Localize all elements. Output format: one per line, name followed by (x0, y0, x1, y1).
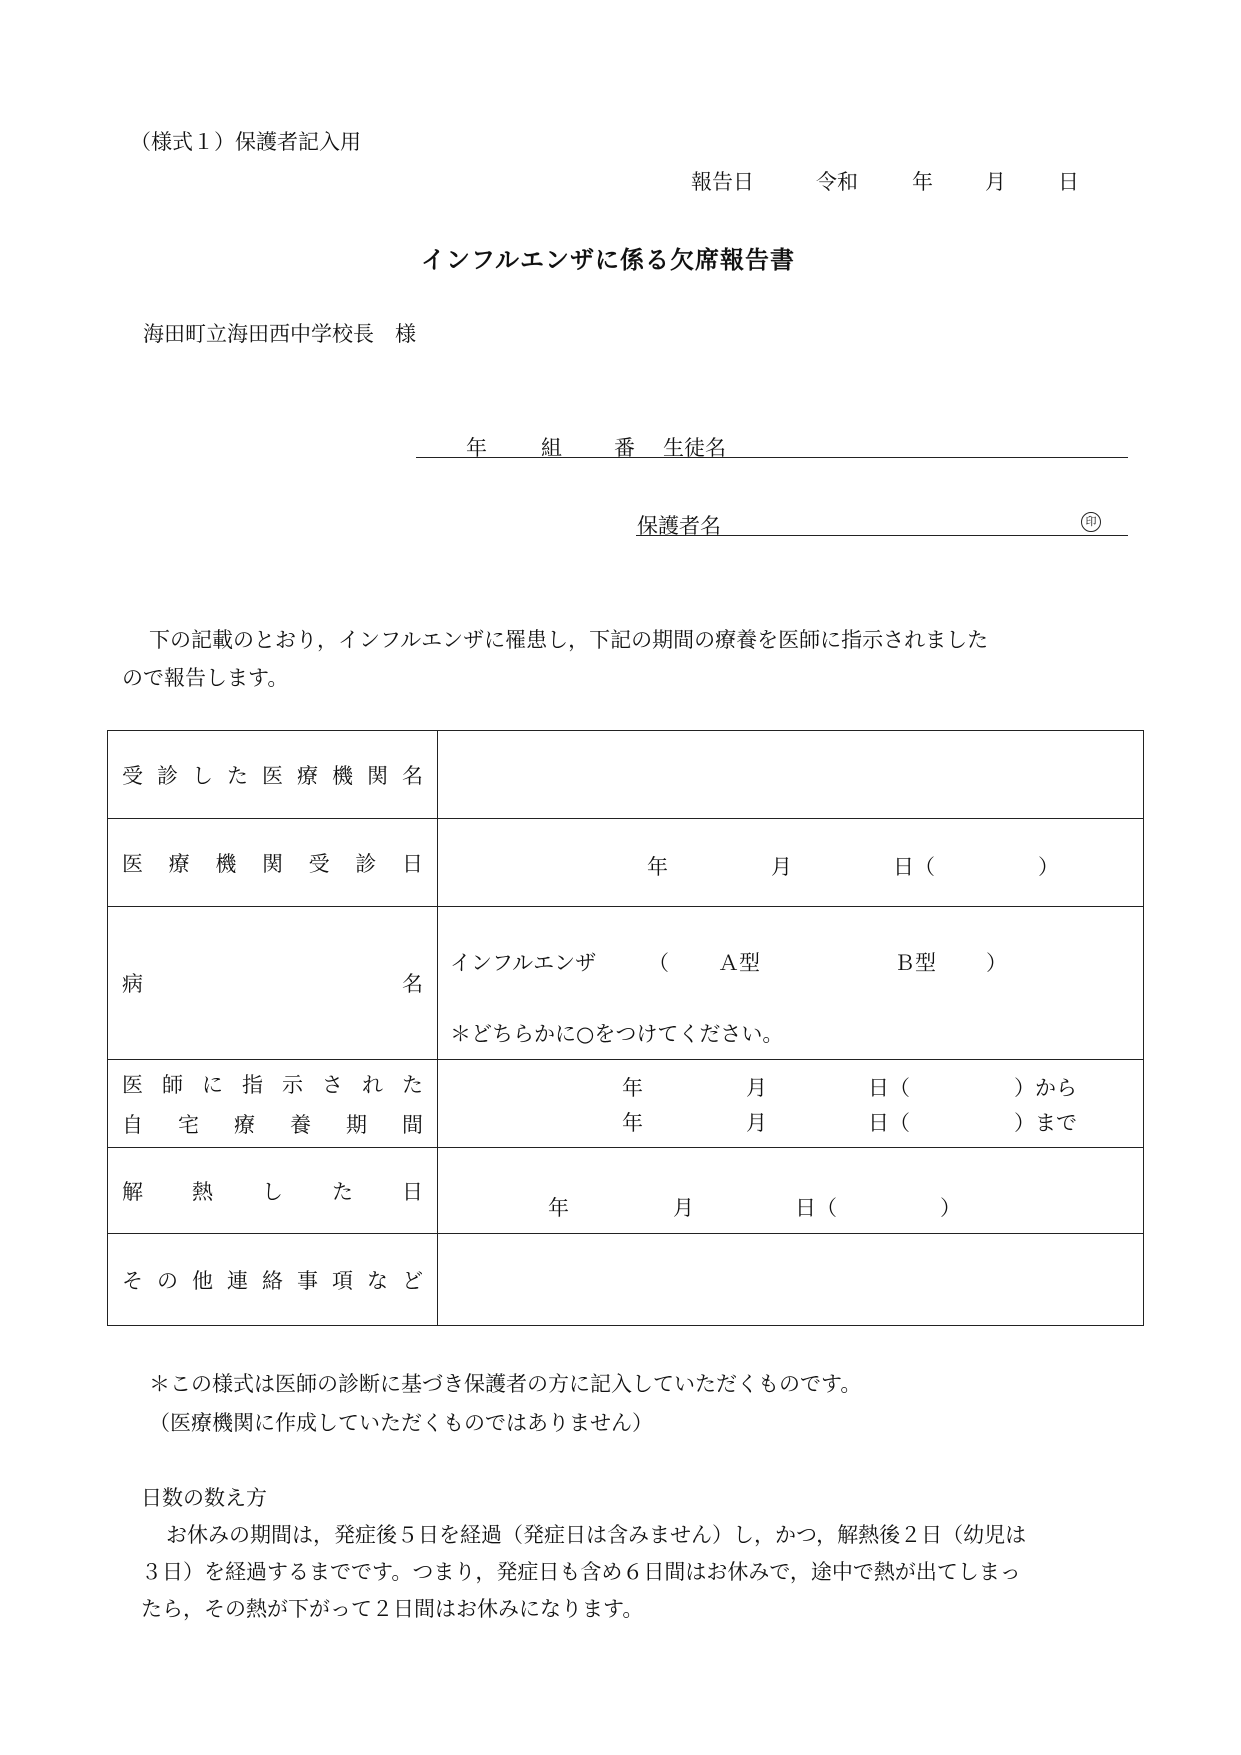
student-year-label: 年 (466, 436, 487, 460)
other-input[interactable] (438, 1234, 1144, 1326)
other-label-char: そ (122, 1268, 143, 1293)
rest-period-label-line2-char: 間 (402, 1112, 423, 1137)
other-label-char: 絡 (262, 1268, 283, 1293)
rest-period-label-line1-char: 示 (282, 1072, 303, 1097)
institution-label-char: 受 (122, 763, 143, 788)
institution-label (108, 760, 437, 790)
other-label-char: 連 (227, 1268, 248, 1293)
rest-until-suffix: ）まで (1014, 1111, 1077, 1135)
counting-line-1: お休みの期間は，発症後５日を経過（発症日は含みません）し，かつ，解熱後２日（幼児は (166, 1523, 1027, 1547)
disease-open: （ (648, 951, 669, 975)
rest-period-label-line1-char: さ (322, 1072, 343, 1097)
row-institution (108, 731, 1144, 819)
fever-end-label-char: 熱 (192, 1179, 213, 1204)
institution-label-char: 療 (297, 763, 318, 788)
rest-until-year: 年 (622, 1111, 643, 1135)
student-name-label: 生徒名 (663, 436, 726, 460)
other-label-char: 他 (192, 1268, 213, 1293)
other-label-char: ど (402, 1268, 423, 1293)
rest-period-label-line1-char: た (402, 1072, 423, 1097)
row-rest-period (108, 1060, 1144, 1148)
report-date-year: 年 (912, 170, 933, 194)
institution-label-char: 名 (402, 763, 423, 788)
note-line-2: （医療機関に作成していただくものではありません） (149, 1411, 653, 1435)
rest-period-label-line1-char: 医 (122, 1072, 143, 1097)
guardian-name-label: 保護者名 (637, 514, 721, 538)
intro-line-2: ので報告します。 (122, 666, 289, 690)
rest-from-suffix: ）から (1014, 1076, 1077, 1100)
visit-date-label-char: 機 (215, 851, 237, 876)
rest-period-label-line2 (122, 1109, 423, 1139)
rest-until-day: 日（ (868, 1111, 910, 1135)
note-line-1: ＊この様式は医師の診断に基づき保護者の方に記入していただくものです。 (149, 1372, 862, 1396)
page-title: インフルエンザに係る欠席報告書 (421, 245, 796, 274)
institution-input[interactable] (438, 731, 1144, 819)
disease-close: ） (986, 951, 1007, 975)
visit-close: ） (1038, 855, 1059, 879)
rest-until-month: 月 (746, 1111, 767, 1135)
rest-period-label-line2-char: 療 (234, 1112, 255, 1137)
rest-period-label-line2-char: 期 (346, 1112, 367, 1137)
visit-day: 日（ (893, 855, 935, 879)
institution-label-char: 診 (157, 763, 178, 788)
report-date-month: 月 (985, 170, 1006, 194)
disease-note: ＊どちらかに○をつけてください。 (450, 1022, 784, 1046)
student-number-label: 番 (614, 436, 635, 460)
form-id: （様式１）保護者記入用 (130, 130, 361, 154)
disease-input[interactable] (438, 907, 1144, 1060)
visit-date-label-char: 医 (122, 851, 143, 876)
row-visit-date (108, 819, 1144, 907)
rest-period-label-line1-char: れ (362, 1072, 383, 1097)
fever-year: 年 (548, 1196, 569, 1220)
visit-date-label-char: 受 (308, 851, 330, 876)
rest-period-label-cell (108, 1060, 438, 1148)
visit-year: 年 (647, 855, 668, 879)
seal-icon: 印 (1081, 512, 1101, 532)
institution-label-char: た (227, 763, 248, 788)
report-table (107, 730, 1144, 1326)
rest-period-label-line1-char: 指 (242, 1072, 263, 1097)
student-class-label: 組 (541, 436, 562, 460)
fever-end-label-char: し (262, 1179, 283, 1204)
institution-label-char: 医 (262, 763, 283, 788)
type-b-option[interactable]: Ｂ型 (894, 951, 936, 975)
counting-heading: 日数の数え方 (141, 1486, 267, 1510)
report-date-label: 報告日 (691, 170, 754, 194)
fever-end-label-char: た (332, 1179, 353, 1204)
rest-period-input[interactable] (438, 1060, 1144, 1148)
fever-end-input[interactable] (438, 1148, 1144, 1234)
counting-line-3: たら，その熱が下がって２日間はお休みになります。 (141, 1597, 644, 1621)
visit-date-label-char: 療 (168, 851, 190, 876)
visit-date-label-char: 日 (401, 851, 423, 876)
intro-line-1: 下の記載のとおり，インフルエンザに罹患し，下記の期間の療養を医師に指示されました (149, 628, 989, 652)
guardian-underline (636, 535, 1128, 536)
institution-label-char: 関 (367, 763, 388, 788)
visit-month: 月 (771, 855, 792, 879)
institution-label-char: し (192, 763, 213, 788)
other-label-char: 項 (332, 1268, 353, 1293)
other-label-char: な (367, 1268, 388, 1293)
rest-from-day: 日（ (868, 1076, 910, 1100)
visit-date-input[interactable] (438, 819, 1144, 907)
visit-date-label (108, 848, 437, 878)
rest-period-label-line1-char: 師 (162, 1072, 183, 1097)
disease-label-cell (108, 907, 438, 1060)
rest-from-year: 年 (622, 1076, 643, 1100)
rest-period-label-line1 (122, 1069, 423, 1099)
student-underline (416, 457, 1128, 458)
other-label-char: 事 (297, 1268, 318, 1293)
rest-from-month: 月 (746, 1076, 767, 1100)
other-label (108, 1265, 437, 1295)
fever-end-label-char: 日 (402, 1179, 423, 1204)
row-other (108, 1234, 1144, 1326)
visit-date-label-cell (108, 819, 438, 907)
fever-day: 日（ (795, 1196, 837, 1220)
disease-label-left: 病 (122, 972, 143, 996)
disease-name: インフルエンザ (450, 951, 597, 975)
other-label-char: の (157, 1268, 178, 1293)
fever-end-label (108, 1176, 437, 1206)
type-a-option[interactable]: Ａ型 (718, 951, 760, 975)
rest-period-label-line2-char: 養 (290, 1112, 311, 1137)
fever-end-label-cell (108, 1148, 438, 1234)
addressee: 海田町立海田西中学校長 様 (143, 322, 416, 346)
institution-label-char: 機 (332, 763, 353, 788)
rest-period-label-line2-char: 自 (122, 1112, 143, 1137)
visit-date-label-char: 関 (261, 851, 283, 876)
fever-close: ） (940, 1196, 961, 1220)
rest-period-label-line1-char: に (202, 1072, 223, 1097)
other-label-cell (108, 1234, 438, 1326)
disease-label-right: 名 (402, 972, 423, 996)
row-fever-end (108, 1148, 1144, 1234)
row-disease (108, 907, 1144, 1060)
counting-line-2: ３日）を経過するまでです。つまり，発症日も含め６日間はお休みで，途中で熱が出てしまっ (141, 1560, 1021, 1584)
rest-period-label-line2-char: 宅 (178, 1112, 199, 1137)
institution-label-cell (108, 731, 438, 819)
fever-month: 月 (673, 1196, 694, 1220)
report-date-era: 令和 (816, 170, 858, 194)
visit-date-label-char: 診 (355, 851, 377, 876)
fever-end-label-char: 解 (122, 1179, 143, 1204)
report-date-day: 日 (1058, 170, 1079, 194)
